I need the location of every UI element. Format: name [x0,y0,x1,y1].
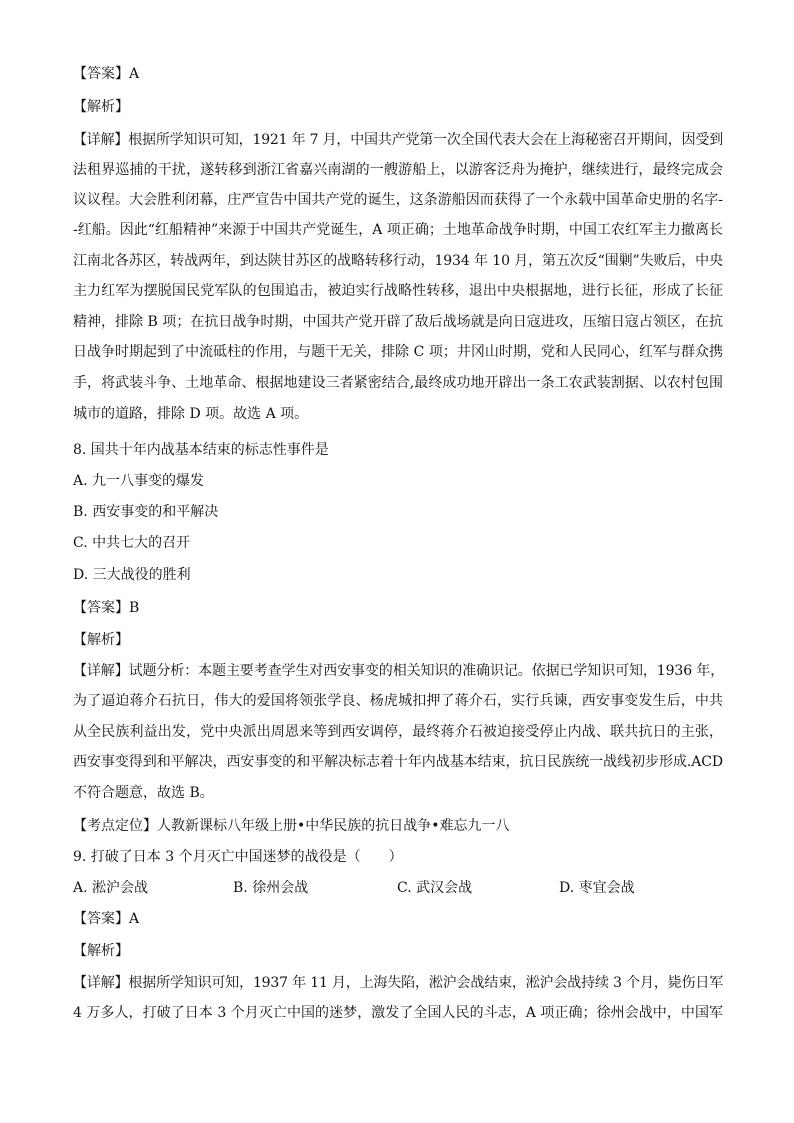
q9-detail-line: 4 万多人，打破了日本 3 个月灭亡中国的迷梦，激发了全国人民的斗志，A 项正确；徐州会战中，中国军 [73,1005,723,1021]
q7-detail-line: 精神，排除 B 项；在抗日战争时期，中国共产党开辟了敌后战场就是向日寇进攻，压缩日寇占领区，在抗 [73,314,723,330]
q9-option-b: B. 徐州会战 [233,880,309,896]
q8-option-a: A. 九一八事变的爆发 [73,473,205,489]
q8-detail-line: 不符合题意，故选 B。 [73,785,214,801]
q7-answer: 【答案】A [73,66,140,82]
q8-detail-line: 从全民族利益出发，党中央派出周恩来等到西安调停，最终蒋介石被迫接受停止内战、联共抗日的主张， [73,724,723,740]
q7-detail-line: 法租界巡捕的干扰，遂转移到浙江省嘉兴南湖的一艘游船上，以游客泛舟为掩护，继续进行，最终完成会 [73,162,723,178]
q9-analysis-heading: 【解析】 [73,943,129,959]
q8-detail-line: 为了逼迫蒋介石抗日，伟大的爱国将领张学良、杨虎城扣押了蒋介石，实行兵谏，西安事变发生后，中共 [73,693,723,709]
q9-detail-line: 【详解】根据所学知识可知，1937 年 11 月，上海失陷，淞沪会战结束，淞沪会战持续 3 个月，毙伤日军 [73,975,723,991]
q7-detail-line: 【详解】根据所学知识可知，1921 年 7 月，中国共产党第一次全国代表大会在上海秘密召开期间，因受到 [73,132,723,148]
q8-option-c: C. 中共七大的召开 [73,535,191,551]
q7-detail-line: 主力红军为摆脱国民党军队的包围追击，被迫实行战略性转移，退出中央根据地，进行长征，形成了长征 [73,283,723,299]
q7-analysis-heading: 【解析】 [73,99,129,115]
q9-option-d: D. 枣宜会战 [559,880,635,896]
q9-option-c: C. 武汉会战 [397,880,473,896]
q8-option-b: B. 西安事变的和平解决 [73,504,219,520]
q9-option-a: A. 淞沪会战 [73,880,149,896]
q9-options-row [73,878,733,898]
q8-answer: 【答案】B [73,600,140,616]
q8-analysis-heading: 【解析】 [73,632,129,648]
q8-kaodian: 【考点定位】人教新课标八年级上册•中华民族的抗日战争•难忘九一八 [73,818,510,834]
q8-detail-line: 西安事变得到和平解决，西安事变的和平解决标志着十年内战基本结束，抗日民族统一战线初步形成.ACD [73,754,723,770]
q9-answer: 【答案】A [73,911,140,927]
q9-stem: 9. 打破了日本 3 个月灭亡中国迷梦的战役是（ ） [73,849,403,865]
q7-detail-line: 城市的道路，排除 D 项。故选 A 项。 [73,406,309,422]
q7-detail-line: 手，将武装斗争、土地革命、根据地建设三者紧密结合,最终成功地开辟出一条工农武装割据、以农村包围 [73,375,723,391]
q7-detail-line: 日战争时期起到了中流砥柱的作用，与题干无关，排除 C 项；井冈山时期，党和人民同心，红军与群众携 [73,344,723,360]
q8-detail-line: 【详解】试题分析：本题主要考查学生对西安事变的相关知识的准确识记。依据已学知识可知，1936 年， [73,663,725,679]
q8-option-d: D. 三大战役的胜利 [73,567,191,583]
q7-detail-line: 议议程。大会胜利闭幕，庄严宣告中国共产党的诞生，这条游船因而获得了一个永载中国革命史册的名字- [73,192,723,208]
q8-stem: 8. 国共十年内战基本结束的标志性事件是 [73,442,329,458]
q7-detail-line: 江南北各苏区，转战两年，到达陕甘苏区的战略转移行动，1934 年 10 月，第五次反“围剿”失败后，中央 [73,253,723,269]
q7-detail-line: -红船。因此“红船精神”来源于中国共产党诞生，A 项正确；土地革命战争时期，中国工农红军主力撤离长 [73,222,723,238]
